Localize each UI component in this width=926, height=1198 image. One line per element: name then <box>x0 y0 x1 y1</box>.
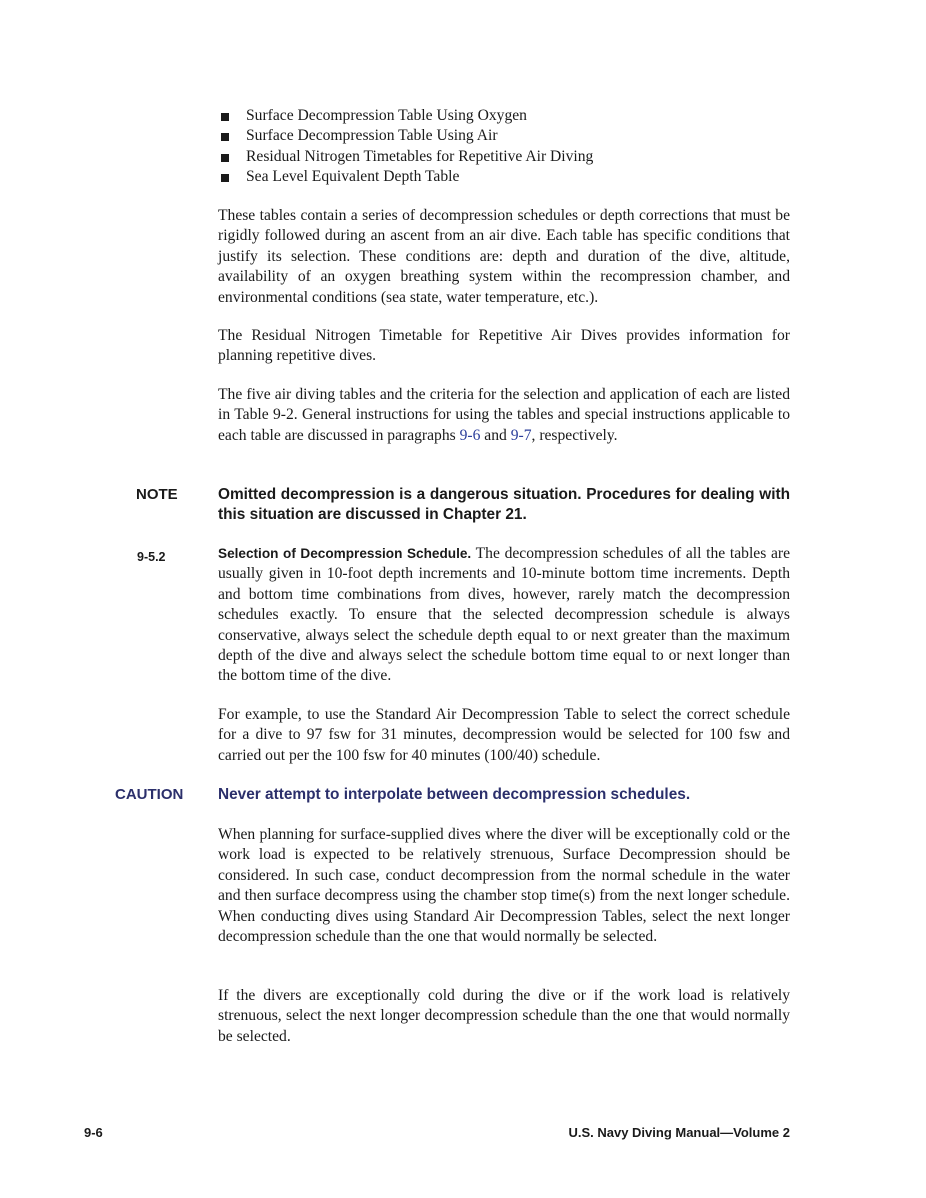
paragraph-link-9-7[interactable]: 9-7 <box>510 426 532 444</box>
footer-manual-title: U.S. Navy Diving Manual—Volume 2 <box>568 1125 790 1140</box>
paragraph-cold-divers: If the divers are exceptionally cold during the dive or if the work load is relatively strenuous, select the next longer decompression schedule than the one that would normally be selected. <box>218 987 790 1045</box>
list-item <box>218 167 798 187</box>
paragraph-link-9-6[interactable]: 9-6 <box>459 426 481 444</box>
paragraph-example: For example, to use the Standard Air Decompression Table to select the correct schedule for a dive to 97 fsw for 31 minutes, decompression would be selected for 100 fsw and carried out per the 100 fsw for 40 minutes (100/40) schedule. <box>218 706 790 764</box>
section-body: The decompression schedules of all the tables are usually given in 10-foot depth increments and 10-minute bottom time increments. Depth and bottom time combinations from dives, however, rarely match the decompression schedules exactly. To ensure that the selected decompression schedule is always conservative, always select the schedule depth equal to or next greater than the maximum depth of the dive and always select the schedule bottom time equal to or next longer than the bottom time of the dive. <box>218 545 790 685</box>
list-item <box>218 106 798 126</box>
list-item <box>218 126 798 146</box>
section-paragraph <box>218 544 790 687</box>
caution-label: CAUTION <box>115 786 184 803</box>
paragraph-residual-nitrogen: The Residual Nitrogen Timetable for Repetitive Air Dives provides information for planning repetitive dives. <box>218 327 790 365</box>
section-number: 9-5.2 <box>137 550 166 564</box>
note-label: NOTE <box>136 486 178 503</box>
paragraph-text: , respectively. <box>531 426 618 444</box>
note-text: Omitted decompression is a dangerous situation. Procedures for dealing with this situation are discussed in Chapter 21. <box>218 486 790 524</box>
paragraph-air-diving-tables <box>218 385 790 446</box>
paragraph-text: The five air diving tables and the criteria for the selection and application of each are listed in Table 9-2. General instructions for using the tables and special instructions applicable to each table are discussed in paragraphs <box>218 386 790 444</box>
section-heading: Selection of Decompression Schedule. <box>218 546 472 561</box>
square-bullet-icon <box>221 154 229 162</box>
list-item-text: Residual Nitrogen Timetables for Repetitive Air Diving <box>246 147 594 165</box>
caution-text: Never attempt to interpolate between decompression schedules. <box>218 786 691 803</box>
list-item-text: Surface Decompression Table Using Oxygen <box>246 107 527 124</box>
table-bullet-list <box>218 106 798 188</box>
paragraph-text: and <box>480 426 511 444</box>
list-item-text: Surface Decompression Table Using Air <box>246 127 498 145</box>
paragraph-surface-supplied: When planning for surface-supplied dives where the diver will be exceptionally cold or the work load is expected to be relatively strenuous, Surface Decompression should be considered. In such case, conduct decompression from the normal schedule in the water and then surface decompress using the chamber stop time(s) from the next longer schedule. When conducting dives using Standard Air Decompression Tables, select the next longer decompression schedule than the one that would normally be selected. <box>218 826 790 946</box>
square-bullet-icon <box>221 133 229 141</box>
square-bullet-icon <box>221 113 229 121</box>
footer-page-number: 9-6 <box>84 1125 103 1140</box>
list-item-text: Sea Level Equivalent Depth Table <box>246 168 460 186</box>
square-bullet-icon <box>221 174 229 182</box>
list-item <box>218 147 798 167</box>
paragraph-tables-description: These tables contain a series of decompression schedules or depth corrections that must be rigidly followed during an ascent from an air dive. Each table has specific conditions that justify its selection. These conditions are: depth and duration of the dive, altitude, availability of an oxygen breathing system within the recompression chamber, and environmental conditions (sea state, water temperature, etc.). <box>218 207 790 306</box>
